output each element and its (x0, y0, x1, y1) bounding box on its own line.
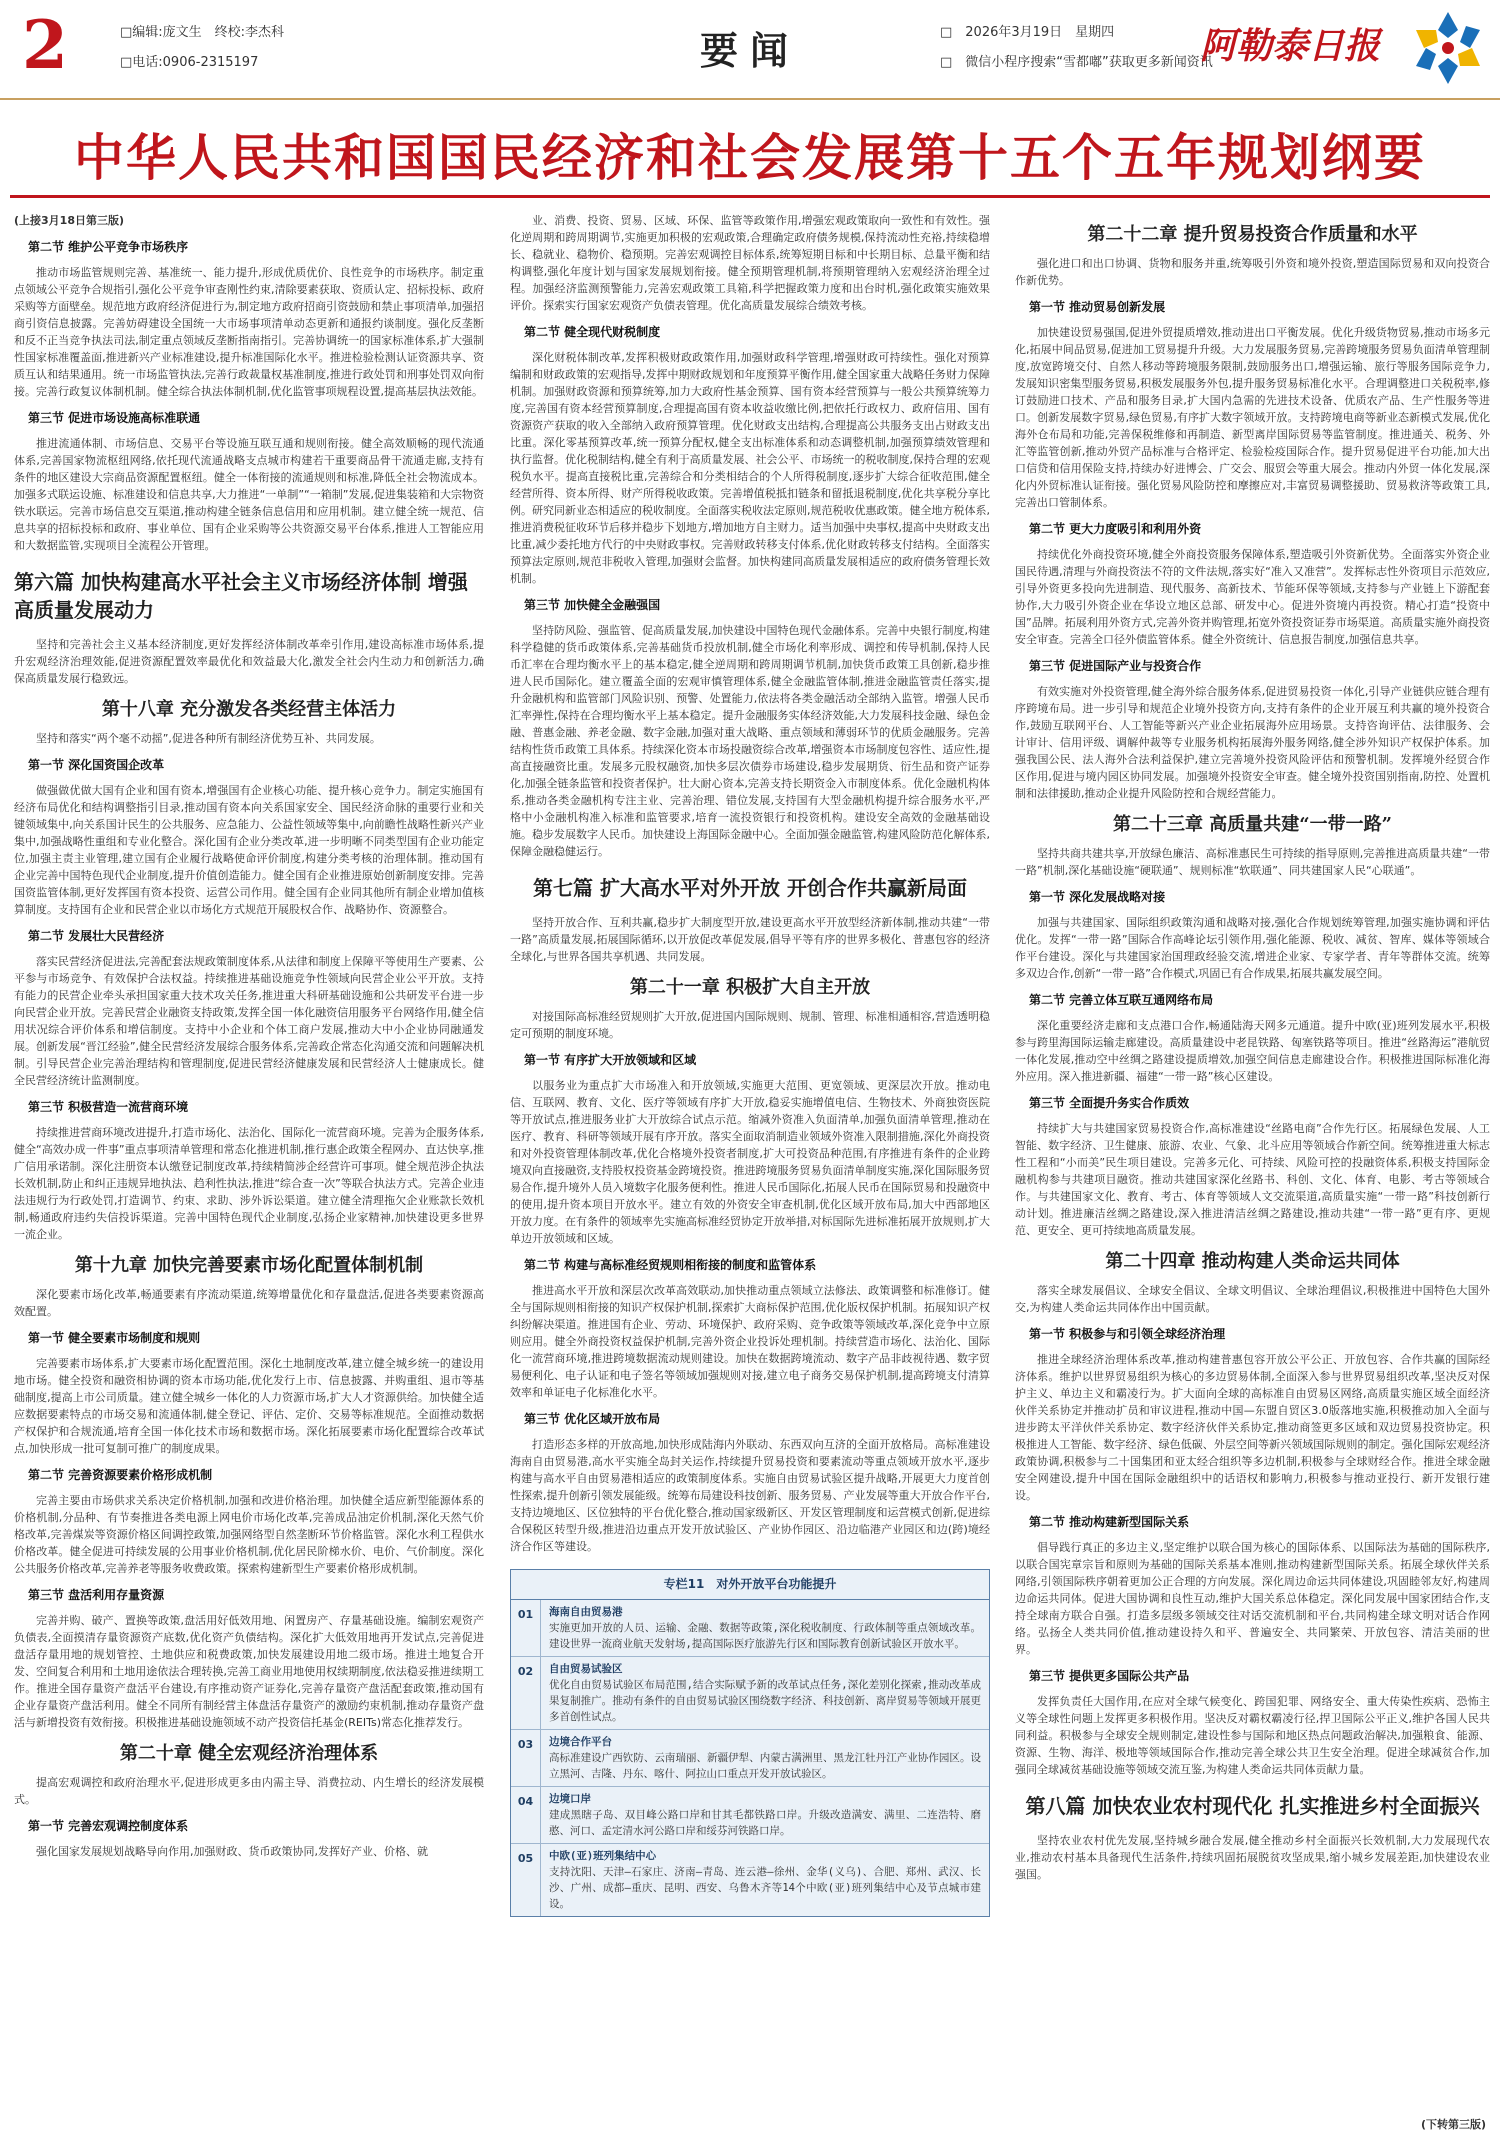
newspaper-logo-icon (1408, 8, 1488, 88)
sidebar-box-row-text: 高标准建设广西钦防、云南瑞丽、新疆伊犁、内蒙古满洲里、黑龙江牡丹江产业协作园区。设立黑河、吉隆、丹东、喀什、阿拉山口重点开发开放试验区。 (549, 1752, 981, 1780)
paragraph: 发挥负责任大国作用,在应对全球气候变化、跨国犯罪、网络安全、重大传染性疾病、恐怖主义等全球性问题上发挥更多积极作用。坚决反对霸权霸凌行径,捍卫国际公平正义,维护各国人民共同利益。积极参与全球安全规则制定,建设性参与国际和地区热点问题政治解决,加强粮食、能源、资源、生物、海洋、极地等领域国际合作,推动完善全球公共卫生安全治理。促进全球减贫合作,加强同全球减贫基础设施等领域交流互鉴,为构建人类命运共同体贡献力量。 (1015, 1695, 1490, 1776)
sidebar-box-row-text: 实施更加开放的人员、运输、金融、数据等政策,深化税收制度、行政体制等重点领域改革。建设世界一流商业航天发射场,提高国际医疗旅游先行区和国际教育创新试验区开放水平。 (549, 1622, 981, 1650)
sidebar-box-row (511, 1844, 989, 1916)
masthead (0, 0, 1500, 100)
section-heading: 第一节 完善宏观调控制度体系 (28, 1819, 189, 1833)
section-heading: 第二节 发展壮大民营经济 (28, 929, 165, 943)
editor-info (120, 18, 284, 78)
sidebar-box-row-body (541, 1844, 989, 1916)
paragraph: 推进流通体制、市场信息、交易平台等设施互联互通和规则衔接。健全高效顺畅的现代流通体系,完善国家物流枢纽网络,依托现代流通战略支点城市构建若干重要商品骨干流通走廊,支持有条件的地区建设大宗商品资源配置枢纽。健全一体衔接的流通规则和标准,降低全社会物流成本。加强多式联运设施、标准建设和信息共享,大力推进“一单制”“一箱制”发展,促进集装箱和大宗物资铁水联运。完善市场信息交互渠道,推动构建全链条信息信用和应用机制。建立健全统一规范、信息共享的招标投标和政府、事业单位、国有企业采购等公共资源交易平台体系,推进人工智能应用和大数据监管,实现项目全流程公开管理。 (14, 437, 484, 552)
section-heading: 第三节 促进市场设施高标准联通 (28, 411, 201, 425)
sidebar-box-row (511, 1600, 989, 1657)
continued-note: (下转第三版) (1420, 2118, 1486, 2131)
paragraph: 落实全球发展倡议、全球安全倡议、全球文明倡议、全球治理倡议,积极推进中国特色大国外交,为构建人类命运共同体作出中国贡献。 (1015, 1284, 1490, 1314)
sidebar-box-row-title: 边境口岸 (549, 1793, 591, 1805)
paragraph: 深化重要经济走廊和支点港口合作,畅通陆海天网多元通道。提升中欧(亚)班列发展水平,积极参与跨里海国际运输走廊建设。高质量建设中老昆铁路、匈塞铁路等项目。推进“丝路海运”港航贸一体化发展,推动空中丝绸之路建设提质增效,加强空间信息走廊建设合作。积极推进国际标准化海外应用。深入推进新疆、福建“一带一路”核心区建设。 (1015, 1019, 1490, 1083)
article-column-2 (510, 212, 990, 1927)
sidebar-box-row-body (541, 1787, 989, 1843)
section-heading: 第一节 有序扩大开放领域和区域 (524, 1053, 697, 1067)
chapter-heading: 第二十四章 推动构建人类命运共同体 (1105, 1251, 1400, 1272)
paragraph: 完善并购、破产、置换等政策,盘活用好低效用地、闲置房产、存量基础设施。编制宏观资产负债表,全面摸清存量资源资产底数,优化资产负债结构。深化扩大低效用地再开发试点,完善促进盘活存量用地的规划管控、土地供应和税费政策,加快发展建设用地二级市场。推进土地复合开发、空间复合利用和土地用途依法合理转换,完善工商业用地使用权续期制度,依法稳妥推进续期工作。推进全国存量资产盘活平台建设,有序推动资产证券化,完善存量资产盘活配套政策,推动国有企业存量资产盘活利用。健全不同所有制经营主体盘活存量资产的激励约束机制,推动存量资产盘活与新增投资有效衔接。积极推进基础设施领域不动产投资信托基金(REITs)常态化推荐发行。 (14, 1614, 484, 1729)
paragraph: 持续优化外商投资环境,健全外商投资服务保障体系,塑造吸引外资新优势。全面落实外资企业国民待遇,清理与外商投资法不符的文件法规,落实好“准入又准营”。发挥标志性外资项目示范效应,引导外资更多投向先进制造、现代服务、高新技术、节能环保等领域,支持参与产业链上下游配套协作,大力吸引外资企业在华设立地区总部、研发中心。促进外资境内再投资。精心打造“投资中国”品牌。拓展利用外资方式,完善外资并购管理,拓宽外资投资证券市场渠道。高质量实施外商投资安全审查。完善全口径外债监管体系。健全外资统计、信息报告制度,加强信息共享。 (1015, 548, 1490, 646)
section-heading: 第三节 积极营造一流营商环境 (28, 1100, 189, 1114)
paragraph: 深化财税体制改革,发挥积极财政政策作用,加强财政科学管理,增强财政可持续性。强化对预算编制和财政政策的宏观指导,发挥中期财政规划和年度预算平衡作用,健全国家重大战略任务财力保障机制。加强财政资源和预算统筹,加力大政府性基金预算、国有资本经营预算与一般公共预算统筹力度,完善国有资本经营预算制度,合理提高国有资本收益收缴比例,把依托行政权力、政府信用、国有资源资产获取的收入全部纳入政府预算管理。优化财政支出结构,合理提高公共服务支出占财政支出比重。深化零基预算改革,统一预算分配权,健全支出标准体系和动态调整机制,加强预算绩效管理和执行监督。优化税制结构,健全有利于高质量发展、社会公平、市场统一的税收制度,保持合理的宏观税负水平。提高直接税比重,完善综合和分类相结合的个人所得税制度,逐步扩大综合征收范围,健全经营所得、资本所得、财产所得税收政策。完善增值税抵扣链条和留抵退税制度,优化共享税分享比例。研究同新业态相适应的税收制度。全面落实税收法定原则,规范税收优惠政策。健全地方税体系,推进消费税征收环节后移并稳步下划地方,增加地方自主财力。适当加强中央事权,提高中央财政支出比重,减少委托地方代行的中央财政事权。完善财政转移支付体系,优化财政转移支付结构。全面落实预算法定原则,规范非税收入管理,加强财会监督。加快构建同高质量发展相适应的政府债务管理长效机制。 (510, 351, 990, 585)
paragraph: 以服务业为重点扩大市场准入和开放领域,实施更大范围、更宽领域、更深层次开放。推动电信、互联网、教育、文化、医疗等领域有序扩大开放,稳妥实施增值电信、生物技术、外商独资医院等开放试点,推进服务业扩大开放综合试点示范。缩减外资准入负面清单,加强负面清单管理,推动在医疗、教育、科研等领域开展有序开放。落实全面取消制造业领域外资准入限制措施,深化外商投资和对外投资管理体制改革,优化合格境外投资者制度,扩大可投资品种范围,有序推进有条件的企业跨境双向直接融资,支持股权投资基金跨境投资。推进跨境服务贸易负面清单制度实施,深化国际服务贸易合作,提升境外人员入境数字化服务便利性。推进人民币国际化,拓展人民币在国际贸易和投融资中的使用,提升资本项目开放水平。建立有效的外资安全审查机制,优化区域开放布局,加大中西部地区开放力度。在有条件的领域率先实施高标准经贸协定开放举措,对标国际先进标准拓展开放规则,扩大单边开放领域和区域。 (510, 1079, 990, 1245)
paragraph: 倡导践行真正的多边主义,坚定维护以联合国为核心的国际体系、以国际法为基础的国际秩序,以联合国宪章宗旨和原则为基础的国际关系基本准则,推动构建新型国际关系。拓展全球伙伴关系网络,引领国际秩序朝着更加公正合理的方向发展。深化周边命运共同体建设,巩固睦邻友好,构建周边命运共同体。促进大国协调和良性互动,维护大国关系总体稳定。深化同发展中国家团结合作,支持全球南方联合自强。打造多层级多领域交往对话交流机制和平台,共同构建全球文明对话合作网络。弘扬全人类共同价值,推动建设持久和平、普遍安全、共同繁荣、开放包容、清洁美丽的世界。 (1015, 1541, 1490, 1656)
headline-rule (10, 195, 1490, 198)
paragraph: 深化要素市场化改革,畅通要素有序流动渠道,统筹增量优化和存量盘活,促进各类要素资源高效配置。 (14, 1288, 484, 1318)
editor-line: □编辑:庞文生 终校:李杰科 (120, 25, 285, 40)
paragraph: 对接国际高标准经贸规则扩大开放,促进国内国际规则、规制、管理、标准相通相容,营造透明稳定可预期的制度环境。 (510, 1010, 990, 1040)
part-heading: 第六篇 加快构建高水平社会主义市场经济体制 增强高质量发展动力 (14, 570, 468, 622)
sidebar-box-row (511, 1657, 989, 1730)
date-info (940, 18, 1213, 78)
sidebar-box-row-number: 03 (511, 1730, 541, 1786)
paragraph: 坚持和落实“两个毫不动摇”,促进各种所有制经济优势互补、共同发展。 (36, 732, 381, 745)
phone-line: □电话:0906-2315197 (120, 55, 259, 70)
sidebar-box-row (511, 1730, 989, 1787)
section-heading: 第三节 优化区域开放布局 (524, 1412, 661, 1426)
part-heading: 第八篇 加快农业农村现代化 扎实推进乡村全面振兴 (1025, 1794, 1480, 1818)
sidebar-box-row (511, 1787, 989, 1844)
paragraph: 坚持农业农村优先发展,坚持城乡融合发展,健全推动乡村全面振兴长效机制,大力发展现代农业,推动农村基本具备现代生活条件,持续巩固拓展脱贫攻坚成果,缩小城乡发展差距,加快建设农业强国。 (1015, 1834, 1490, 1881)
paragraph: 坚持和完善社会主义基本经济制度,更好发挥经济体制改革牵引作用,建设高标准市场体系,提升宏观经济治理效能,促进资源配置效率最优化和效益最大化,激发全社会内生动力和创新活力,确保高质量发展行稳致远。 (14, 638, 484, 685)
section-heading: 第二节 更大力度吸引和利用外资 (1029, 522, 1202, 536)
sidebar-box-row-body (541, 1600, 989, 1656)
main-headline: 中华人民共和国国民经济和社会发展第十五个五年规划纲要 (74, 128, 1426, 187)
section-heading: 第三节 加快健全金融强国 (524, 598, 661, 612)
paragraph: 加快建设贸易强国,促进外贸提质增效,推动进出口平衡发展。优化升级货物贸易,推动市场多元化,拓展中间品贸易,促进加工贸易提升升级。大力发展服务贸易,完善跨境服务贸易负面清单管理制度,放宽跨境交付、自然人移动等跨境服务限制,鼓励服务出口,增强运输、旅行等服务国际竞争力,发展知识密集型服务贸易,积极发展服务外包,提升服务贸易标准化水平。合理调整进口关税税率,修订鼓励进口技术、产品和服务目录,扩大国内急需的先进技术设备、优质农产品、生产性服务等进口。创新发展数字贸易,绿色贸易,有序扩大数字领域开放。支持跨境电商等新业态新模式发展,优化海外仓布局和功能,完善保税维修和再制造、新型离岸国际贸易等监管制度。推进通关、税务、外汇等监管创新,推动外贸产品标准与合格评定、检验检疫国际合作。提升贸易促进平台功能,加大出口信贷和信用保险支持,持续办好进博会、广交会、服贸会等重大展会。推动内外贸一体化发展,深化内外贸标准认证衔接。强化贸易风险防控和摩擦应对,丰富贸易调整援助、贸易救济等政策工具,完善出口管制体系。 (1015, 326, 1490, 509)
paragraph: 强化进口和出口协调、货物和服务并重,统筹吸引外资和境外投资,塑造国际贸易和双向投资合作新优势。 (1015, 257, 1490, 287)
sidebar-box-row-body (541, 1657, 989, 1729)
paragraph: 加强与共建国家、国际组织政策沟通和战略对接,强化合作规划统筹管理,加强实施协调和评估优化。发挥“一带一路”国际合作高峰论坛引领作用,强化能源、税收、减贫、智库、媒体等领域合作平台建设。深化与共建国家治国理政经验交流,增进企业家、专家学者、青年等群体交流。统筹多双边合作,创新“一带一路”合作模式,巩固已有合作成果,拓展共赢发展空间。 (1015, 916, 1490, 980)
section-heading: 第一节 深化国资国企改革 (28, 758, 165, 772)
continuation-note: (上接3月18日第三版) (14, 214, 125, 227)
article-column-3 (1015, 212, 1490, 1889)
article-column-1 (14, 212, 484, 1866)
page-number: 2 (22, 6, 68, 84)
section-heading: 第三节 全面提升务实合作质效 (1029, 1096, 1190, 1110)
section-heading: 第二节 完善资源要素价格形成机制 (28, 1468, 213, 1482)
chapter-heading: 第二十二章 提升贸易投资合作质量和水平 (1087, 224, 1418, 245)
chapter-heading: 第十八章 充分激发各类经营主体活力 (101, 699, 397, 720)
paragraph: 有效实施对外投资管理,健全海外综合服务体系,促进贸易投资一体化,引导产业链供应链合理有序跨境布局。进一步引导和规范企业境外投资方向,支持有条件的企业开展互利共赢的境外投资合作,鼓励互联网平台、人工智能等新兴产业企业拓展海外应用场景。支持咨询评估、法律服务、会计审计、信用评级、调解仲裁等专业服务机构拓展海外服务网络,健全涉外知识产权保护体系。加强我国公民、法人海外合法利益保护,建立完善境外投资风险评估和预警机制。发挥境外经贸合作区作用,促进与境内园区协同发展。加强境外投资安全审查。健全境外投资国别指南,防控、处置机制和法律援助,推动企业提升风险防控和合规经营能力。 (1015, 685, 1490, 800)
paragraph: 持续推进营商环境改进提升,打造市场化、法治化、国际化一流营商环境。完善为企服务体系,健全“高效办成一件事”重点事项清单管理和常态化推进机制,推行惠企政策全程网办、直达快享,推广信用承诺制。深化注册资本认缴登记制度改革,持续精简涉企经营许可事项。健全规范涉企执法长效机制,防止和纠正违规异地执法、趋利性执法,推进“综合查一次”等联合执法方式。完善企业违法违规行为行政处罚,打造调节、约束、求助、涉外诉讼渠道。建立健全清理拖欠企业账款长效机制,畅通政府违约失信投诉渠道。完善中国特色现代企业制度,弘扬企业家精神,加快建设更多世界一流企业。 (14, 1126, 484, 1241)
paragraph: 完善主要由市场供求关系决定价格机制,加强和改进价格治理。加快健全适应新型能源体系的价格机制,分品种、有节奏推进各类电源上网电价市场化改革,完善成品油定价机制,深化天然气价格改革,完善煤炭等资源价格区间调控政策,加强网络型自然垄断环节价格监管。深化水利工程供水价格改革。健全促进可持续发展的公用事业价格机制,优化居民阶梯水价、电价、气价制度。深化公共服务价格改革,完善养老等服务收费政策。探索构建新型生产要素价格形成机制。 (14, 1494, 484, 1575)
section-heading: 第二节 推动构建新型国际关系 (1029, 1515, 1190, 1529)
sidebar-box-title: 专栏11 对外开放平台功能提升 (511, 1570, 989, 1600)
paragraph: 打造形态多样的开放高地,加快形成陆海内外联动、东西双向互济的全面开放格局。高标准建设海南自由贸易港,高水平实施全岛封关运作,持续提升贸易投资和要素流动等重点领域开放水平,逐步构建与高水平自由贸易港相适应的政策制度体系。实施自由贸易试验区提升战略,开展更大力度首创性探索,提升创新引领发展能级。统筹布局建设科技创新、服务贸易、产业发展等重大开放合作平台,支持边境地区、区位独特的平台优化整合,推动国家级新区、开发区管理制度和运营模式创新,促进综合保税区转型升级,推进沿边重点开发开放试验区、产业协作园区、沿边临港产业园区和边(跨)境经济合作区等建设。 (510, 1438, 990, 1553)
paragraph: 落实民营经济促进法,完善配套法规政策制度体系,从法律和制度上保障平等使用生产要素、公平参与市场竞争、有效保护合法权益。持续推进基础设施竞争性领域向民营企业公平开放。支持有能力的民营企业牵头承担国家重大技术攻关任务,推进重大科研基础设施和公共研发平台进一步向民营企业开放。完善民营企业融资支持政策,发挥全国一体化融资信用服务平台网络作用,健全信用状况综合评价体系和增信制度。支持中小企业和个体工商户发展,推动大中小企业协同融通发展。创新发展“晋江经验”,健全民营经济发展综合服务体系,完善政企常态化沟通交流和问题解决机制。引导民营企业完善治理结构和管理制度,促进民营经济健康发展和民营经济人士健康成长。健全民营经济统计监测制度。 (14, 955, 484, 1087)
sidebar-box-row-number: 02 (511, 1657, 541, 1729)
part-heading: 第七篇 扩大高水平对外开放 开创合作共赢新局面 (533, 876, 967, 900)
paragraph: 坚持共商共建共享,开放绿色廉洁、高标准惠民生可持续的指导原则,完善推进高质量共建“一带一路”机制,深化基础设施“硬联通”、规则标准“软联通”、同共建国家人民“心联通”。 (1015, 847, 1490, 877)
date-line: □ 2026年3月19日 星期四 (940, 25, 1115, 40)
chapter-heading: 第二十一章 积极扩大自主开放 (629, 977, 871, 998)
sidebar-box-row-body (541, 1730, 989, 1786)
sidebar-box-row-title: 自由贸易试验区 (549, 1663, 623, 1675)
section-name: 要闻 (699, 28, 800, 73)
paragraph: 完善要素市场体系,扩大要素市场化配置范围。深化土地制度改革,建立健全城乡统一的建设用地市场。健全投资和融资相协调的资本市场功能,优化发行上市、信息披露、并购重组、退市等基础制度,提高上市公司质量。建立健全城乡一体化的人力资源市场,扩大人才资源供给。加快健全适应数据要素特点的市场交易和流通体制,健全登记、评估、定价、交易等标准规范。全面推动数据产权保护和合规流通,培育全国一体化技术市场和数据市场。深化拓展要素市场化配置综合改革试点,加快形成一批可复制可推广的制度成果。 (14, 1357, 484, 1455)
section-heading: 第一节 深化发展战略对接 (1029, 890, 1166, 904)
section-heading: 第三节 盘活利用存量资源 (28, 1588, 165, 1602)
paragraph: 提高宏观调控和政府治理水平,促进形成更多由内需主导、消费拉动、内生增长的经济发展模式。 (14, 1776, 484, 1806)
paragraph: 做强做优做大国有企业和国有资本,增强国有企业核心功能、提升核心竞争力。制定实施国有经济布局优化和结构调整指引目录,推动国有资本向关系国家安全、国民经济命脉的重要行业和关键领域集中,向关系国计民生的公共服务、应急能力、公益性领域等集中,向前瞻性战略性新兴产业集中,加强战略性重组和专业化整合。深化国有企业分类改革,进一步明晰不同类型国有企业功能定位,加强主责主业管理,建立国有企业履行战略使命评价制度,构建分类考核的治理体制。推动国有企业完善中国特色现代企业制度,提升价值创造能力。健全国有企业推进原始创新制度安排。完善国资监管体制,更好发挥国有资本投资、运营公司作用。健全国有企业同其他所有制企业增加值核算制度。支持国有企业和民营企业以市场化方式规范开展股权合作、战略协作、资源整合。 (14, 784, 484, 916)
paragraph: 持续扩大与共建国家贸易投资合作,高标准建设“丝路电商”合作先行区。拓展绿色发展、人工智能、数字经济、卫生健康、旅游、农业、气象、北斗应用等领域合作新空间。统筹推进重大标志性工程和“小而美”民生项目建设。完善多元化、可持续、风险可控的投融资体系,积极支持国际金融机构参与共建项目融资。推动共建国家深化丝路书、科创、文化、体育、电影、考古等领域合作。与共建国家文化、教育、考古、体育等领域人文交流渠道,高质量实施“一带一路”科技创新行动计划。推进廉洁丝绸之路建设,深入推进清洁丝绸之路建设,推动共建“一带一路”更有序、更规范、更安全、更可持续地高质量发展。 (1015, 1122, 1490, 1237)
section-heading: 第三节 提供更多国际公共产品 (1029, 1669, 1190, 1683)
paragraph: 推进高水平开放和深层次改革高效联动,加快推动重点领域立法修法、政策调整和标准修订。健全与国际规则相衔接的知识产权保护机制,探索扩大商标保护范围,优化版权保护机制。拓展知识产权纠纷解决渠道。推进国有企业、劳动、环境保护、政府采购、竞争政策等领域改革,深化竞争中立原则应用。健全外商投资权益保护机制,完善外资企业投诉处理机制。持续营造市场化、法治化、国际化一流营商环境,推进跨境数据流动规则建设。加快在数据跨境流动、数字产品非歧视待遇、数字贸易便利化、电子认证和电子签名等领域加强规则对接,建立电子商务交易保护机制,提高跨境支付清算效率和单证电子化标准化水平。 (510, 1284, 990, 1399)
section-heading: 第三节 促进国际产业与投资合作 (1029, 659, 1202, 673)
sidebar-box-row-text: 支持沈阳、天津—石家庄、济南—青岛、连云港—徐州、金华(义乌)、合肥、郑州、武汉、长沙、广州、成都—重庆、昆明、西安、乌鲁木齐等14个中欧(亚)班列集结中心及节点城市建设。 (549, 1866, 981, 1910)
chapter-heading: 第二十三章 高质量共建“一带一路” (1113, 814, 1392, 835)
chapter-heading: 第十九章 加快完善要素市场化配置体制机制 (74, 1255, 424, 1276)
paragraph: 推进全球经济治理体系改革,推动构建普惠包容开放公平公正、开放包容、合作共赢的国际经济体系。维护以世界贸易组织为核心的多边贸易体制,全面深入参与世界贸易组织改革,坚决反对保护主义、单边主义和霸凌行为。扩大面向全球的高标准自由贸易区网络,高质量实施区域全面经济伙伴关系协定并推动扩员和审议进程,推动中国—东盟自贸区3.0版落地实施,积极推动加入全面与进步跨太平洋伙伴关系协定、数字经济伙伴关系协定,推动商签更多区域和双边贸易投资协定。积极推进人工智能、数字经济、绿色低碳、外层空间等新兴领域国际规则的制定。强化国际宏观经济政策协调,积极参与二十国集团和亚太经合组织等多边机制,积极参与全球财经合作。推进全球金融安全网建设,提升中国在国际金融组织中的话语权和影响力,积极参与推动亚投行、新开发银行建设。 (1015, 1353, 1490, 1502)
paragraph: 强化国家发展规划战略导向作用,加强财政、货币政策协同,发挥好产业、价格、就 (36, 1845, 428, 1858)
sidebar-box-row-number: 05 (511, 1844, 541, 1916)
section-heading: 第一节 推动贸易创新发展 (1029, 300, 1166, 314)
sidebar-box-row-title: 海南自由贸易港 (549, 1606, 623, 1618)
section-heading: 第二节 完善立体互联互通网络布局 (1029, 993, 1214, 1007)
sidebar-box-row-title: 中欧(亚)班列集结中心 (549, 1850, 657, 1862)
sidebar-box-row-title: 边境合作平台 (549, 1736, 612, 1748)
sidebar-box (510, 1569, 990, 1917)
paragraph: 坚持防风险、强监管、促高质量发展,加快建设中国特色现代金融体系。完善中央银行制度,构建科学稳健的货币政策体系,完善基础货币投放机制,健全市场化利率形成、调控和传导机制,保持人民币汇率在合理均衡水平上的基本稳定,健全逆周期和跨周期调节机制,加快货币政策工具创新,稳步推进人民币国际化。建立覆盖全面的宏观审慎管理体系,健全金融监管体制,推进金融监管责任落实,提升金融机构和监管部门风险识别、预警、处置能力,依法将各类金融活动全部纳入监管。增强人民币汇率弹性,保持在合理均衡水平上基本稳定。提升金融服务实体经济效能,大力发展科技金融、绿色金融、普惠金融、养老金融、数字金融,加强对重大战略、重点领域和薄弱环节的优质金融服务。完善结构性货币政策工具体系。持续深化资本市场投融资综合改革,增强资本市场制度包容性、适应性,提高直接融资比重。发展多元股权融资,加快多层次债券市场建设,稳步发展期货、衍生品和资产证券化,加强全链条监管和投资者保护。壮大耐心资本,完善支持长期资金入市制度体系。优化金融机构体系,推动各类金融机构专注主业、完善治理、错位发展,支持国有大型金融机构提升综合服务水平,严格中小金融机构准入标准和监管要求,培育一流投资银行和投资机构。建设安全高效的金融基础设施。稳步发展数字人民币。加快建设上海国际金融中心。全面加强金融监管,构建风险防范化解体系,保障金融稳健运行。 (510, 624, 990, 858)
sidebar-box-row-number: 01 (511, 1600, 541, 1656)
section-heading: 第一节 健全要素市场制度和规则 (28, 1331, 201, 1345)
sidebar-box-row-text: 建成黑瞎子岛、双目峰公路口岸和甘其毛都铁路口岸。升级改造满安、满里、二连浩特、磨憨、河口、孟定清水河公路口岸和绥芬河铁路口岸。 (549, 1809, 981, 1837)
paragraph: 坚持开放合作、互利共赢,稳步扩大制度型开放,建设更高水平开放型经济新体制,推动共建“一带一路”高质量发展,拓展国际循环,以开放促改革促发展,倡导平等有序的世界多极化、普惠包容的经济全球化,与世界各国共享机遇、共同发展。 (510, 916, 990, 963)
chapter-heading: 第二十章 健全宏观经济治理体系 (119, 1743, 379, 1764)
section-heading: 第二节 健全现代财税制度 (524, 325, 661, 339)
paragraph: 业、消费、投资、贸易、区域、环保、监管等政策作用,增强宏观政策取向一致性和有效性。强化逆周期和跨周期调节,实施更加积极的宏观政策,合理确定政府债务规模,保持流动性充裕,持续稳增长、稳就业、稳物价、稳预期。完善宏观调控目标体系,统筹短期目标和中长期目标、总量平衡和结构调整,强化年度计划与国家发展规划衔接。健全预期管理机制,将预期管理纳入宏观经济治理全过程。加强经济监测预警能力,完善宏观政策工具箱,科学把握政策力度和出台时机,强化政策实施效果评价。探索实行国家宏观资产负债表管理。优化高质量发展综合绩效考核。 (510, 214, 990, 312)
paragraph: 推动市场监管规则完善、基准统一、能力提升,形成优质优价、良性竞争的市场秩序。制定重点领域公平竞争合规指引,强化公平竞争审查刚性约束,清除要素获取、资质认定、招标投标、政府采购等方面壁垒。规范地方政府经济促进行为,制定地方政府招商引资鼓励和禁止事项清单,加强招商引资信息披露。完善妨碍建设全国统一大市场事项清单动态更新和通报约谈制度。强化反垄断和反不正当竞争执法司法,制定重点领域反垄断指南指引。完善协调统一的国家标准体系,扩大强制性国家标准覆盖面,推进新兴产业标准建设,提升标准国际化水平。推进检验检测认证资源共享、资质互认和结果通用。统一市场监管执法,完善行政裁量权基准制度,推进行政处罚和刑事处罚双向衔接。完善行政复议体制机制。健全综合执法体制机制,优化监管事项规程设置,提高基层执法效能。 (14, 266, 484, 398)
newspaper-logo-text: 阿勒泰日报 (1200, 25, 1381, 67)
wechat-line: □ 微信小程序搜索“雪都嘟”获取更多新闻资讯 (940, 55, 1213, 70)
section-heading: 第二节 维护公平竞争市场秩序 (28, 240, 189, 254)
sidebar-box-row-number: 04 (511, 1787, 541, 1843)
sidebar-box-row-text: 优化自由贸易试验区布局范围,结合实际赋予新的改革试点任务,深化差别化探索,推动改革成果复制推广。推动有条件的自由贸易试验区围绕数字经济、科技创新、离岸贸易等领域开展更多首创性试点。 (549, 1679, 981, 1723)
section-heading: 第二节 构建与高标准经贸规则相衔接的制度和监管体系 (524, 1258, 817, 1272)
section-heading: 第一节 积极参与和引领全球经济治理 (1029, 1327, 1226, 1341)
